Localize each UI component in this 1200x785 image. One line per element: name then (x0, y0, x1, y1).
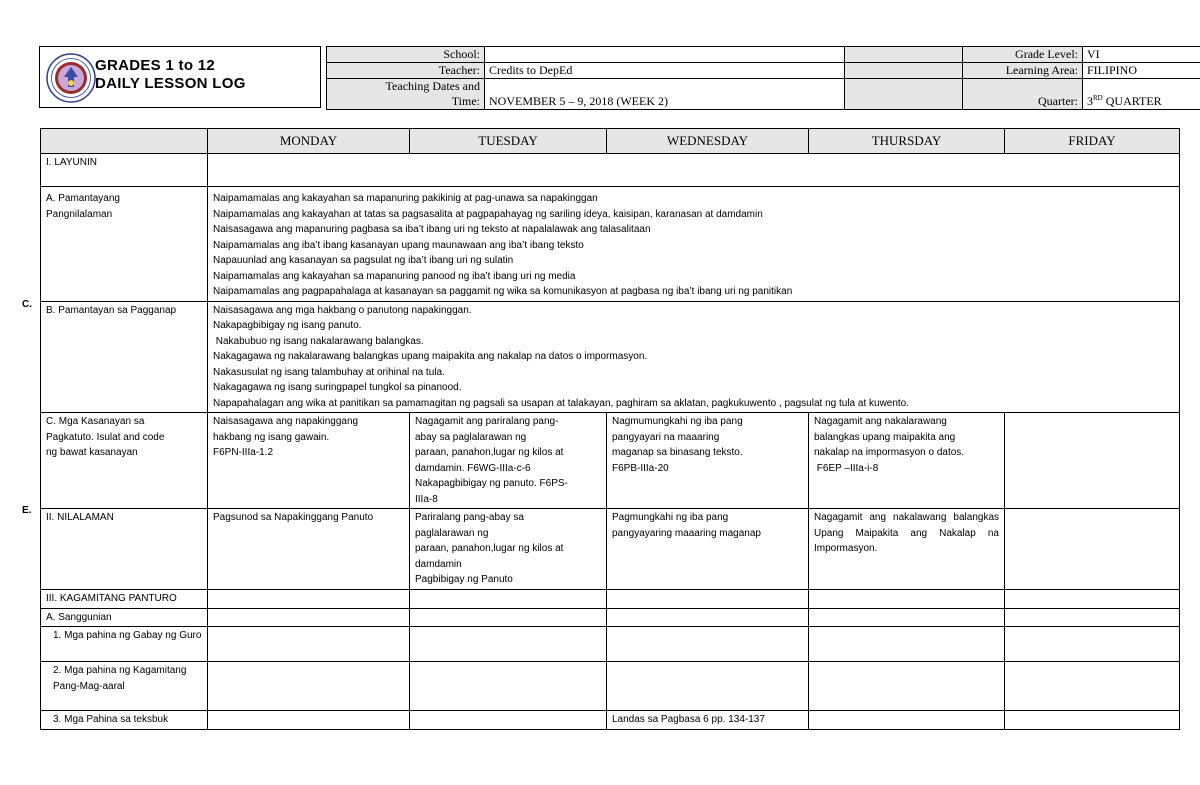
teacher-value: Credits to DepEd (485, 63, 845, 79)
header-title-line1: GRADES 1 to 12 (95, 57, 216, 74)
header-title-line2: DAILY LESSON LOG (95, 75, 246, 92)
lesson-log-table (40, 128, 1180, 730)
grade-level-label: Grade Level: (963, 47, 1083, 63)
pagganap-content: Naisasagawa ang mga hakbang o panutong napakinggan. Nakapagbibigay ng isang panuto. Nakabubuo ng isang nakalarawang balangkas. Nakagagawa ng nakalarawang balangkas upang maipakita ang nakalap na datos o impormasyon. Nakasusulat ng isang talambuhay at orihinal na tula. Nakagagawa ng isang suringpapel tungkol sa pinanood. Napapahalagan ang wika at panitikan sa pamamagitan ng pagsali sa usapan at talakayan, paghiram sa aklatan, pagkukuwento , pagsulat ng tula at kuwento. (208, 301, 1180, 413)
quarter-value: 3RD QUARTER (1083, 79, 1200, 110)
deped-seal-icon (46, 53, 96, 103)
nilalaman-monday: Pagsunod sa Napakinggang Panuto (208, 509, 410, 590)
side-letter-e: E. (22, 505, 32, 516)
row-label-teksbuk: 3. Mga Pahina sa teksbuk (41, 711, 208, 730)
learning-area-value: FILIPINO (1083, 63, 1200, 79)
row-label-kagamitang-panturo: III. KAGAMITANG PANTURO (41, 590, 208, 609)
teksbuk-wednesday: Landas sa Pagbasa 6 pp. 134-137 (607, 711, 809, 730)
nilalaman-friday (1005, 509, 1180, 590)
kasanayan-monday: Naisasagawa ang napakinggang hakbang ng isang gawain. F6PN-IIIa-1.2 (208, 413, 410, 509)
header-title (95, 57, 246, 93)
quarter-label: Quarter: (963, 79, 1083, 110)
side-letter-c: C. (22, 299, 32, 310)
header-title-box (39, 46, 321, 108)
grade-level-value: VI (1083, 47, 1200, 63)
school-label: School: (327, 47, 485, 63)
nilalaman-wednesday: Pagmungkahi ng iba pang pangyayaring maaaring maganap (607, 509, 809, 590)
day-header-wednesday: WEDNESDAY (607, 129, 809, 154)
row-label-kagamitang-pang-mag-aaral: 2. Mga pahina ng Kagamitang Pang-Mag-aaral (41, 662, 208, 711)
row-label-layunin: I. LAYUNIN (41, 154, 208, 187)
day-header-monday: MONDAY (208, 129, 410, 154)
row-label-nilalaman: II. NILALAMAN (41, 509, 208, 590)
row-label-pamantayang-pangnilalaman: A. Pamantayang Pangnilalaman (41, 187, 208, 302)
row-label-kasanayan: C. Mga Kasanayan sa Pagkatuto. Isulat and code ng bawat kasanayan (41, 413, 208, 509)
row-label-sanggunian: A. Sanggunian (41, 608, 208, 627)
day-header-tuesday: TUESDAY (410, 129, 607, 154)
learning-area-label: Learning Area: (963, 63, 1083, 79)
corner-cell (41, 129, 208, 154)
row-label-pamantayan-sa-pagganap: B. Pamantayan sa Pagganap (41, 301, 208, 413)
kasanayan-tuesday: Nagagamit ang pariralang pang- abay sa paglalarawan ng paraan, panahon,lugar ng kilos at damdamin. F6WG-IIIa-c-6 Nakapagbibigay ng panuto. F6PS- IIIa-8 (410, 413, 607, 509)
pamantayang-content: Naipamamalas ang kakayahan sa mapanuring pakikinig at pag-unawa sa napakinggan Naipamamalas ang kakayahan at tatas sa pagsasalita at pagpapahayag ng sariling ideya, kaisipan, karanasan at damdamin Naisasagawa ang mapanuring pagbasa sa iba’t ibang uri ng teksto at napalalawak ang talasalitaan Naipamamalas ang iba’t ibang kasanayan upang maunawaan ang iba’t ibang teksto Napauunlad ang kasanayan sa pagsulat ng iba’t ibang uri ng sulatin Naipamamalas ang kakayahan sa mapanuring panood ng iba’t ibang uri ng media Naipamamalas ang pagpapahalaga at kasanayan sa paggamit ng wika sa komunikasyon at pagbasa ng iba’t ibang uri ng panitikan (208, 187, 1180, 302)
teacher-label: Teacher: (327, 63, 485, 79)
teaching-dates-label: Teaching Dates and Time: (327, 79, 485, 110)
day-header-thursday: THURSDAY (809, 129, 1005, 154)
nilalaman-thursday: Nagagamit ang nakalawang balangkas Upang Maipakita ang Nakalap na Impormasyon. (809, 509, 1005, 590)
kasanayan-thursday: Nagagamit ang nakalarawang balangkas upang maipakita ang nakalap na impormasyon o datos. F6EP –IIIa-i-8 (809, 413, 1005, 509)
teaching-dates-value: NOVEMBER 5 – 9, 2018 (WEEK 2) (485, 79, 845, 110)
header-info-table (326, 46, 1200, 110)
kasanayan-friday (1005, 413, 1180, 509)
day-header-friday: FRIDAY (1005, 129, 1180, 154)
kasanayan-wednesday: Nagmumungkahi ng iba pang pangyayari na maaaring maganap sa binasang teksto. F6PB-IIIa-20 (607, 413, 809, 509)
school-value (485, 47, 845, 63)
nilalaman-tuesday: Pariralang pang-abay sa paglalarawan ng paraan, panahon,lugar ng kilos at damdamin Pagbibigay ng Panuto (410, 509, 607, 590)
row-label-gabay-ng-guro: 1. Mga pahina ng Gabay ng Guro (41, 627, 208, 662)
